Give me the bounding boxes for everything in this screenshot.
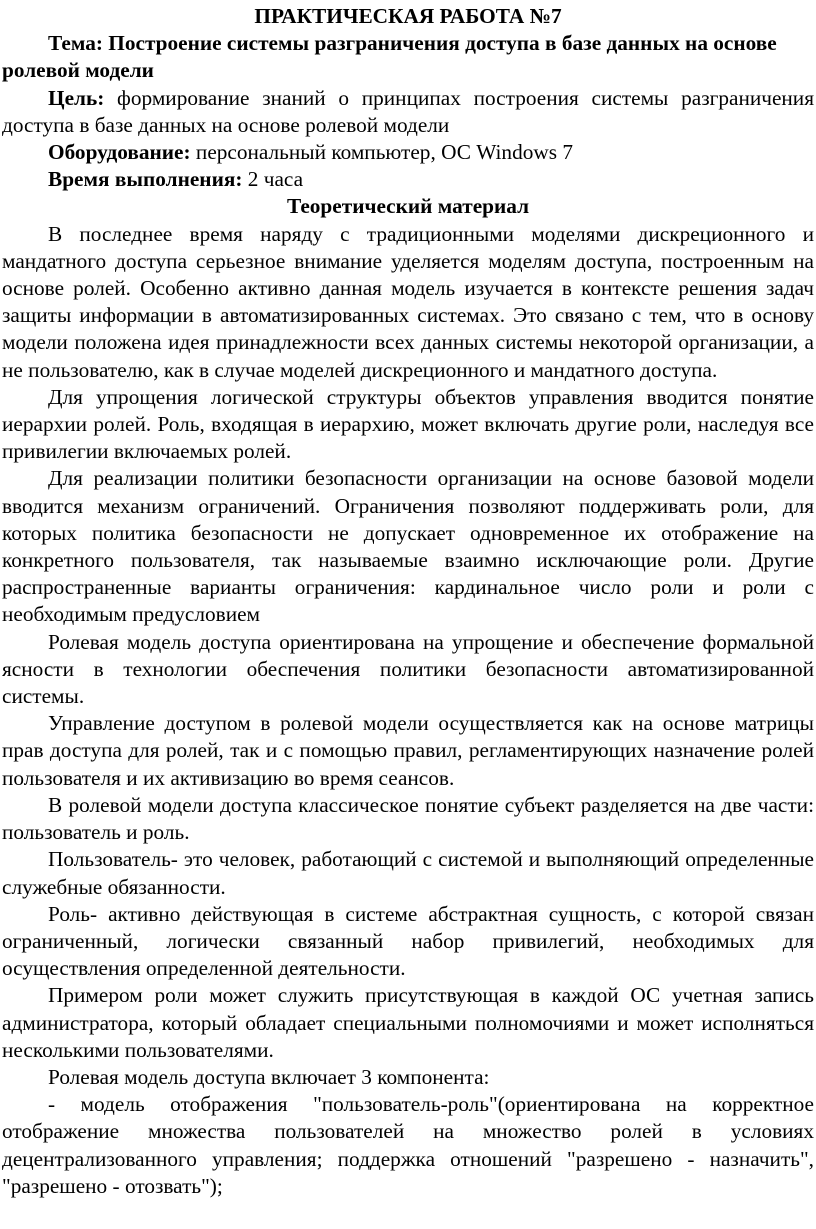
document-title: ПРАКТИЧЕСКАЯ РАБОТА №7	[254, 4, 562, 28]
goal-line	[2, 85, 814, 139]
paragraph: Роль- активно действующая в системе абстрактная сущность, с которой связан ограниченный, логически связанный набор привилегий, необходимых для осуществления определенной деятельности.	[2, 901, 814, 981]
paragraph: В последнее время наряду с традиционными моделями дискреционного и мандатного доступа серьезное внимание уделяется моделям доступа, построенным на основе ролей. Особенно активно данная модель изучается в контексте решения задач защиты информации в автоматизированных системах. Это связано с тем, что в основу модели положена идея принадлежности всех данных системы некоторой организации, а не пользователю, как в случае моделей дискреционного и мандатного доступа.	[2, 221, 814, 382]
duration-text: 2 часа	[242, 167, 304, 192]
duration-line	[2, 166, 814, 193]
paragraph: Управление доступом в ролевой модели осуществляется как на основе матрицы прав доступа для ролей, так и с помощью правил, регламентирующих назначение ролей пользователя и их активизацию во время сеансов.	[2, 711, 814, 790]
equipment-label: Оборудование:	[48, 140, 191, 165]
paragraph: Пользователь- это человек, работающий с системой и выполняющий определенные служебные обязанности.	[2, 847, 814, 899]
paragraph: Ролевая модель доступа включает 3 компонента:	[48, 1064, 490, 1089]
goal-text: формирование знаний о принципах построения системы разграничения доступа в базе данных на основе ролевой модели	[2, 85, 814, 137]
paragraph: Примером роли может служить присутствующая в каждой ОС учетная запись администратора, который обладает специальными полномочиями и может исполняться несколькими пользователями.	[2, 983, 814, 1062]
goal-label: Цель:	[48, 85, 105, 110]
paragraph: Ролевая модель доступа ориентирована на упрощение и обеспечение формальной ясности в технологии обеспечения политики безопасности автоматизированной системы.	[2, 629, 814, 709]
duration-label: Время выполнения:	[48, 167, 243, 192]
paragraph: В ролевой модели доступа классическое понятие субъект разделяется на две части: пользователь и роль.	[2, 792, 814, 845]
section-heading: Теоретический материал	[286, 194, 530, 219]
equipment-text: персональный компьютер, ОС Windows 7	[190, 140, 574, 165]
paragraph: Для реализации политики безопасности организации на основе базовой модели вводится механизм ограничений. Ограничения позволяют поддерживать роли, для которых политика безопасности не допускает одновременное их отображение на конкретного пользователя, так называемые взаимно исключающие роли. Другие распространенные варианты ограничения: кардинальное число роли и роли с необходимым предусловием	[2, 466, 814, 627]
topic-line: Тема: Построение системы разграничения доступа в базе данных на основе ролевой модели	[2, 31, 777, 83]
paragraph: - модель отображения "пользователь-роль"(ориентирована на корректное отображение множества пользователей на множество ролей в условиях децентрализованного управления; поддержка отношений "разрешено - назначить", "разрешено - отозвать");	[2, 1092, 814, 1198]
equipment-line	[2, 139, 814, 166]
paragraph: Для упрощения логической структуры объектов управления вводится понятие иерархии ролей. Роль, входящая в иерархию, может включать другие роли, наследуя все привилегии включаемых ролей.	[2, 384, 814, 464]
